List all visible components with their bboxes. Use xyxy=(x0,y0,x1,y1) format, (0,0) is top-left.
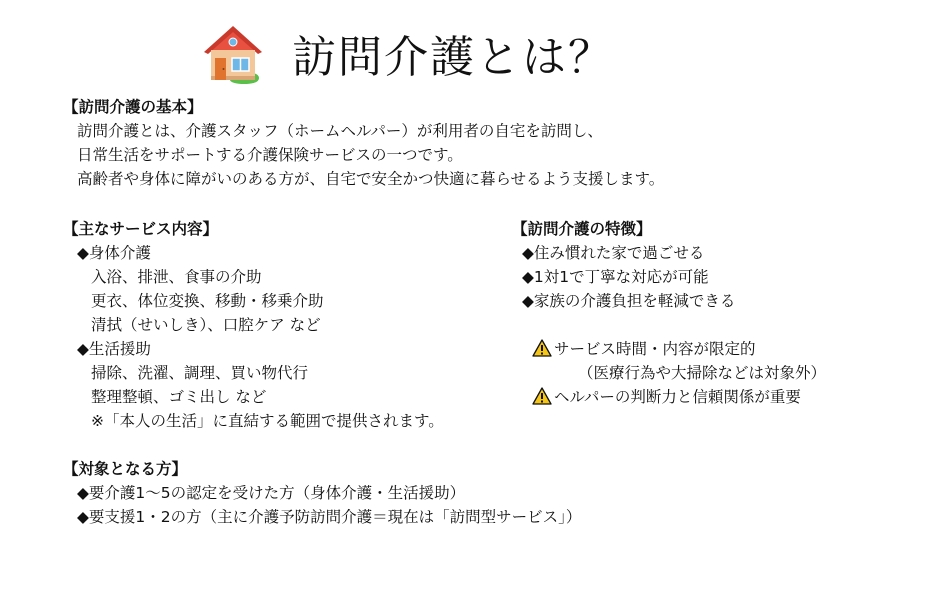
services-heading: 【主なサービス内容】 xyxy=(63,220,219,238)
service-item: 整理整頓、ゴミ出し など xyxy=(91,388,267,406)
warning-icon xyxy=(532,339,552,357)
service-item: 更衣、体位変換、移動・移乗介助 xyxy=(91,292,324,310)
target-item: ◆要介護1〜5の認定を受けた方（身体介護・生活援助） xyxy=(77,484,466,502)
title-row xyxy=(200,14,614,92)
service-item: 掃除、洗濯、調理、買い物代行 xyxy=(91,364,309,382)
warning-subtext: （医療行為や大掃除などは対象外） xyxy=(578,364,827,382)
house-icon xyxy=(200,20,266,86)
basics-line: 訪問介護とは、介護スタッフ（ホームヘルパー）が利用者の自宅を訪問し、 xyxy=(77,122,603,140)
services-section xyxy=(63,217,444,433)
basics-line: 日常生活をサポートする介護保険サービスの一つです。 xyxy=(77,146,463,164)
target-item: ◆要支援1・2の方（主に介護予防訪問介護＝現在は「訪問型サービス」） xyxy=(77,508,582,526)
basics-section xyxy=(63,95,664,191)
service-category: ◆身体介護 xyxy=(77,244,151,262)
warning-icon xyxy=(532,387,552,405)
basics-heading: 【訪問介護の基本】 xyxy=(63,98,203,116)
warning-line xyxy=(512,337,826,361)
feature-item: ◆住み慣れた家で過ごせる xyxy=(522,244,705,262)
feature-item: ◆1対1で丁寧な対応が可能 xyxy=(522,268,709,286)
service-note: ※「本人の生活」に直結する範囲で提供されます。 xyxy=(91,412,444,430)
basics-line: 高齢者や身体に障がいのある方が、自宅で安全かつ快適に暮らせるよう支援します。 xyxy=(77,170,665,188)
warning-text: サービス時間・内容が限定的 xyxy=(554,340,756,358)
features-heading: 【訪問介護の特徴】 xyxy=(512,220,652,238)
warning-text: ヘルパーの判断力と信頼関係が重要 xyxy=(554,388,801,406)
target-section xyxy=(63,457,581,529)
target-heading: 【対象となる方】 xyxy=(63,460,188,478)
service-item: 入浴、排泄、食事の介助 xyxy=(91,268,262,286)
feature-item: ◆家族の介護負担を軽減できる xyxy=(522,292,736,310)
warning-line xyxy=(512,385,826,409)
features-section xyxy=(512,217,826,409)
service-category: ◆生活援助 xyxy=(77,340,151,358)
service-item: 清拭（せいしき）、口腔ケア など xyxy=(91,316,321,334)
page-title: 訪問介護とは？ xyxy=(292,32,614,83)
